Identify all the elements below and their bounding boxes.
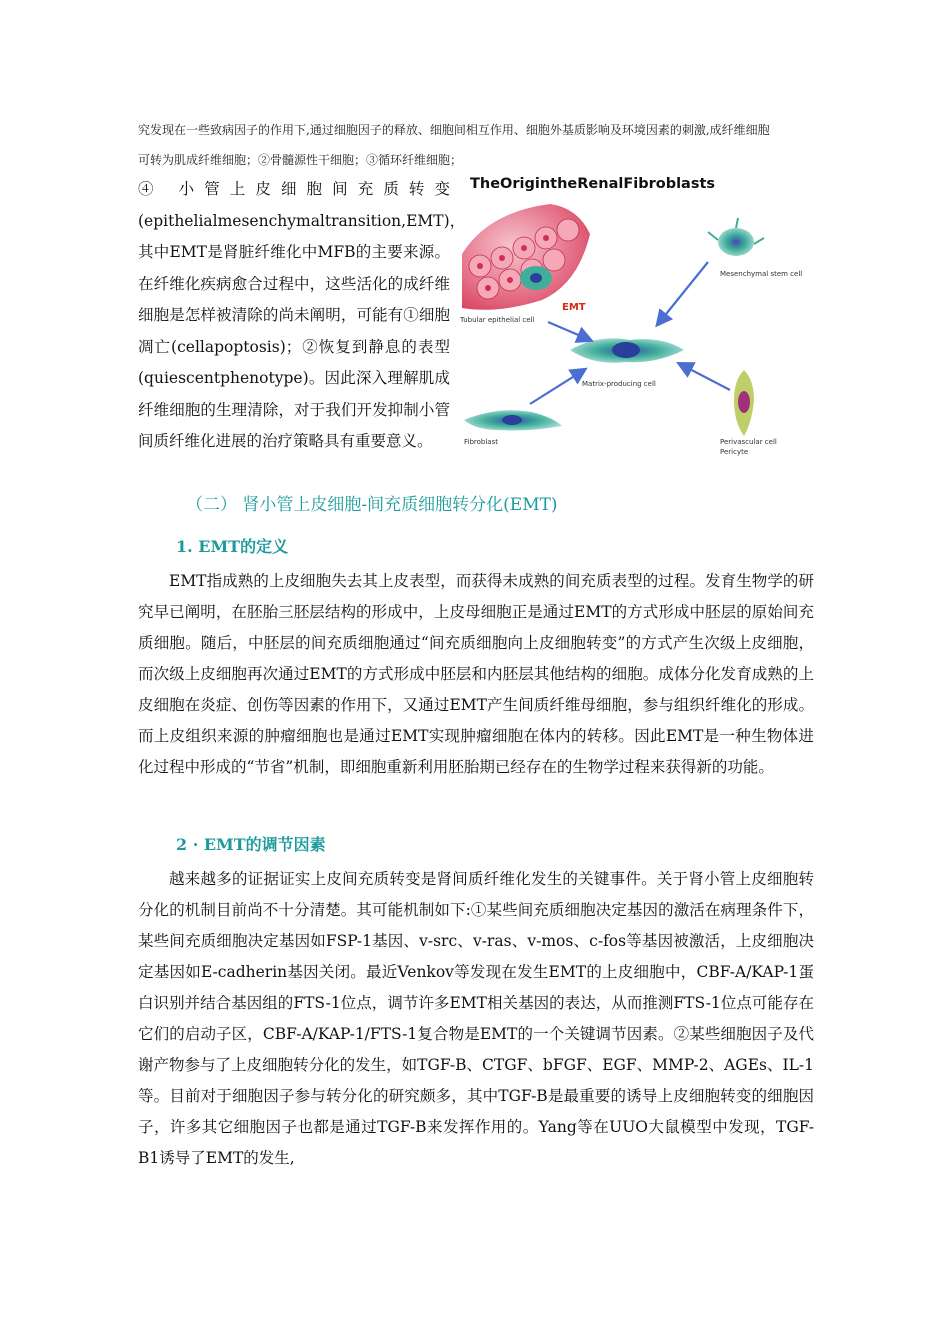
section-heading: （二） 肾小管上皮细胞-间充质细胞转分化(EMT) bbox=[186, 495, 558, 515]
arrow-from-fibroblast bbox=[530, 370, 584, 404]
label-emt: EMT bbox=[562, 302, 586, 313]
arrow-from-pericyte bbox=[680, 364, 730, 390]
mesenchymal-stem-cell bbox=[708, 218, 764, 256]
figure-illustration bbox=[458, 174, 814, 464]
pericyte-cell bbox=[734, 370, 754, 436]
intro-line-1: 究发现在一些致病因子的作用下,通过细胞因子的释放、细胞间相互作用、细胞外基质影响及环境因素的刺激,成纤维细胞 bbox=[138, 123, 770, 137]
label-matrix: Matrix-producing cell bbox=[582, 380, 656, 388]
matrix-producing-cell bbox=[570, 338, 684, 362]
subheading-emt-regulation: 2 · EMT的调节因素 bbox=[176, 835, 326, 854]
subheading-emt-definition: 1. EMT的定义 bbox=[176, 537, 289, 556]
label-tubular: Tubular epithelial cell bbox=[460, 316, 535, 324]
left-column-paragraph: ④ 小管上皮细胞间充质转变(epithelialmesenchymaltransition,EMT)，其中EMT是肾脏纤维化中MFB的主要来源。在纤维化疾病愈合过程中，这些活化的成纤维细胞是怎样被清除的尚未阐明，可能有①细胞凋亡(cellapoptosis)；②恢复到静息的表型(quiescentphenotype)。因此深入理解肌成纤维细胞的生理清除，对于我们开发抑制小管间质纤维化进展的治疗策略具有重要意义。 bbox=[138, 180, 466, 450]
intro-line-2: 可转为肌成纤维细胞；②骨髓源性干细胞；③循环纤维细胞； bbox=[138, 153, 463, 167]
tubular-epithelial-cells bbox=[462, 204, 590, 310]
arrow-from-mesenchymal bbox=[658, 262, 708, 324]
paragraph-emt-regulation: 越来越多的证据证实上皮间充质转变是肾间质纤维化发生的关键事件。关于肾小管上皮细胞转分化的机制目前尚不十分清楚。其可能机制如下:①某些间充质细胞决定基因的激活在病理条件下，某些间充质细胞决定基因如FSP-1基因、v-src、v-ras、v-mos、c-fos等基因被激活，上皮细胞决定基因如E-cadherin基因关闭。最近Venkov等发现在发生EMT的上皮细胞中，CBF-A/KAP-1蛋白识别并结合基因组的FTS-1位点，调节许多EMT相关基因的表达，从而推测FTS-1位点可能存在它们的启动子区，CBF-A/KAP-1/FTS-1复合物是EMT的一个关键调节因素。②某些细胞因子及代谢产物参与了上皮细胞转分化的发生，如TGF-B、CTGF、bFGF、EGF、MMP-2、AGEs、IL-1等。目前对于细胞因子参与转分化的研究颇多，其中TGF-B是最重要的诱导上皮细胞转变的细胞因子，许多其它细胞因子也都是通过TGF-B来发挥作用的。Yang等在UUO大鼠模型中发现，TGF-B1诱导了EMT的发生, bbox=[138, 870, 814, 1167]
renal-fibroblast-origin-figure bbox=[458, 174, 814, 464]
label-pericyte-2: Pericyte bbox=[720, 448, 749, 456]
arrow-from-tubular bbox=[548, 322, 590, 340]
left-column-text bbox=[138, 174, 466, 458]
label-mesenchymal: Mesenchymal stem cell bbox=[720, 270, 803, 278]
paragraph-emt-definition: EMT指成熟的上皮细胞失去其上皮表型，而获得未成熟的间充质表型的过程。发育生物学的研究早已阐明，在胚胎三胚层结构的形成中，上皮母细胞正是通过EMT的方式形成中胚层的原始间充质细胞。随后，中胚层的间充质细胞通过“间充质细胞向上皮细胞转变”的方式产生次级上皮细胞，而次级上皮细胞再次通过EMT的方式形成中胚层和内胚层其他结构的细胞。成体分化发育成熟的上皮细胞在炎症、创伤等因素的作用下，又通过EMT产生间质纤维母细胞，参与组织纤维化的形成。而上皮组织来源的肿瘤细胞也是通过EMT实现肿瘤细胞在体内的转移。因此EMT是一种生物体进化过程中形成的“节省”机制，即细胞重新利用胚胎期已经存在的生物学过程来获得新的功能。 bbox=[138, 572, 814, 776]
label-fibroblast: Fibroblast bbox=[464, 438, 498, 446]
label-pericyte-1: Perivascular cell bbox=[720, 438, 777, 446]
fibroblast-cell bbox=[464, 410, 562, 430]
figure-title: TheOrigintheRenalFibroblasts bbox=[470, 176, 716, 192]
